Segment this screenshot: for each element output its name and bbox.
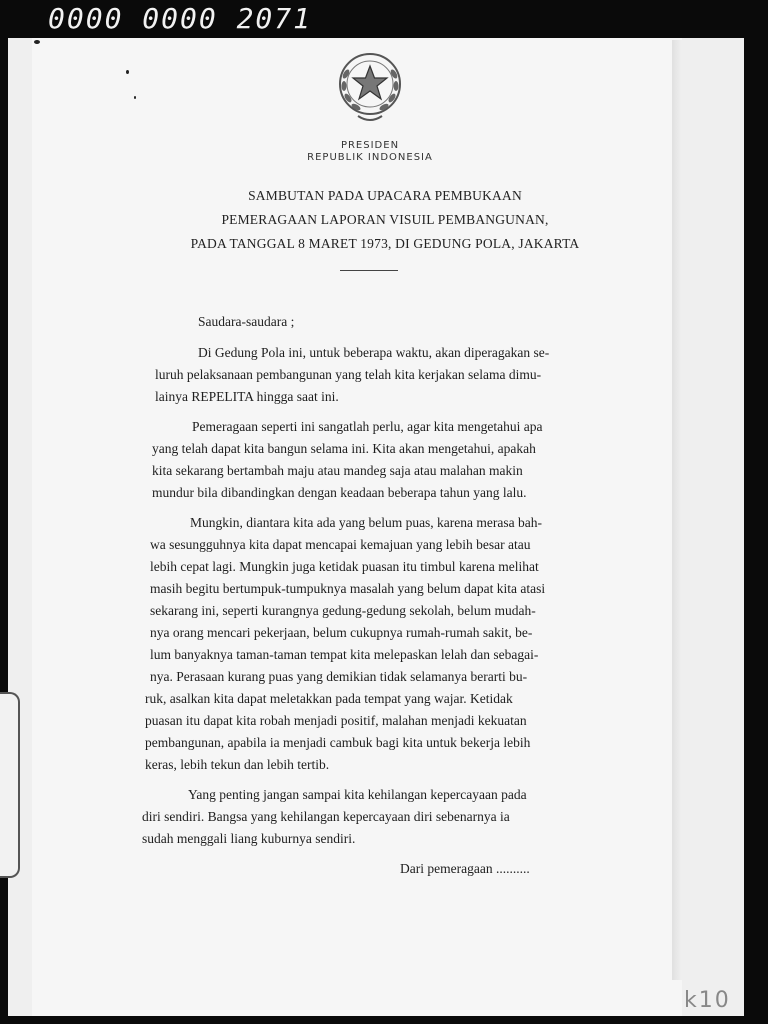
body-line: Mungkin, diantara kita ada yang belum puas, karena merasa bah- (190, 515, 542, 530)
ink-speck (134, 96, 136, 99)
body-line: masih begitu bertumpuk-tumpuknya masalah yang belum dapat kita atasi (150, 581, 546, 596)
letterhead-line-republik: REPUBLIK INDONESIA (307, 152, 433, 163)
microfilm-frame-number: 0000 0000 2071 (48, 2, 313, 35)
body-line: keras, lebih tekun dan lebih tertib. (145, 757, 330, 772)
body-line: Yang penting jangan sampai kita kehilangan kepercayaan pada (188, 787, 527, 802)
body-line: nya orang mencari pekerjaan, belum cukupnya rumah-rumah sakit, be- (150, 625, 533, 640)
body-line: kita sekarang bertambah maju atau mandeg saja atau malahan makin (152, 463, 523, 478)
body-line: Pemeragaan seperti ini sangatlah perlu, agar kita mengetahui apa (192, 419, 543, 434)
body-line: lainya REPELITA hingga saat ini. (155, 389, 339, 404)
body-line: mundur bila dibandingkan dengan keadaan beberapa tahun yang lalu. (152, 485, 527, 500)
page-edge-shadow (672, 40, 682, 980)
body-line: ruk, asalkan kita dapat meletakkan pada tempat yang wajar. Ketidak (145, 691, 513, 706)
star-wreath-emblem-icon (328, 44, 412, 128)
body-line: lebih cepat lagi. Mungkin juga ketidak puasan itu timbul karena melihat (150, 559, 539, 574)
heading-line: PADA TANGGAL 8 MARET 1973, DI GEDUNG POLA, JAKARTA (190, 236, 580, 251)
salutation: Saudara-saudara ; (198, 314, 295, 329)
body-line: pembangunan, apabila ia menjadi cambuk bagi kita untuk bekerja lebih (145, 735, 531, 750)
body-line: luruh pelaksanaan pembangunan yang telah kita kerjakan selama dimu- (155, 367, 542, 382)
ink-speck (34, 40, 40, 44)
body-line: puasan itu dapat kita robah menjadi positif, malahan menjadi kekuatan (145, 713, 527, 728)
corner-mark: k10 (684, 988, 731, 1013)
body-line: nya. Perasaan kurang puas yang demikian tidak selamanya berarti bu- (150, 669, 528, 684)
body-line: yang telah dapat kita bangun selama ini. Kita akan mengetahui, apakah (152, 441, 536, 456)
heading-line: SAMBUTAN PADA UPACARA PEMBUKAAN (248, 188, 522, 203)
body-line: wa sesungguhnya kita dapat mencapai kemajuan yang lebih besar atau (150, 537, 531, 552)
body-line: sudah menggali liang kuburnya sendiri. (142, 831, 356, 846)
body-line: sekarang ini, seperti kurangnya gedung-gedung sekolah, belum mudah- (150, 603, 536, 618)
closing-line: Dari pemeragaan .......... (400, 861, 530, 876)
heading-divider (340, 270, 398, 271)
ink-speck (126, 70, 129, 74)
body-line: diri sendiri. Bangsa yang kehilangan kepercayaan diri sebenarnya ia (142, 809, 510, 824)
letterhead-line-presiden: PRESIDEN (340, 140, 400, 151)
body-line: Di Gedung Pola ini, untuk beberapa waktu, akan diperagakan se- (198, 345, 550, 360)
heading-line: PEMERAGAAN LAPORAN VISUIL PEMBANGUNAN, (221, 212, 549, 227)
binder-clip (0, 692, 20, 878)
body-line: lum banyaknya taman-taman tempat kita melepaskan lelah dan sebagai- (150, 647, 539, 662)
